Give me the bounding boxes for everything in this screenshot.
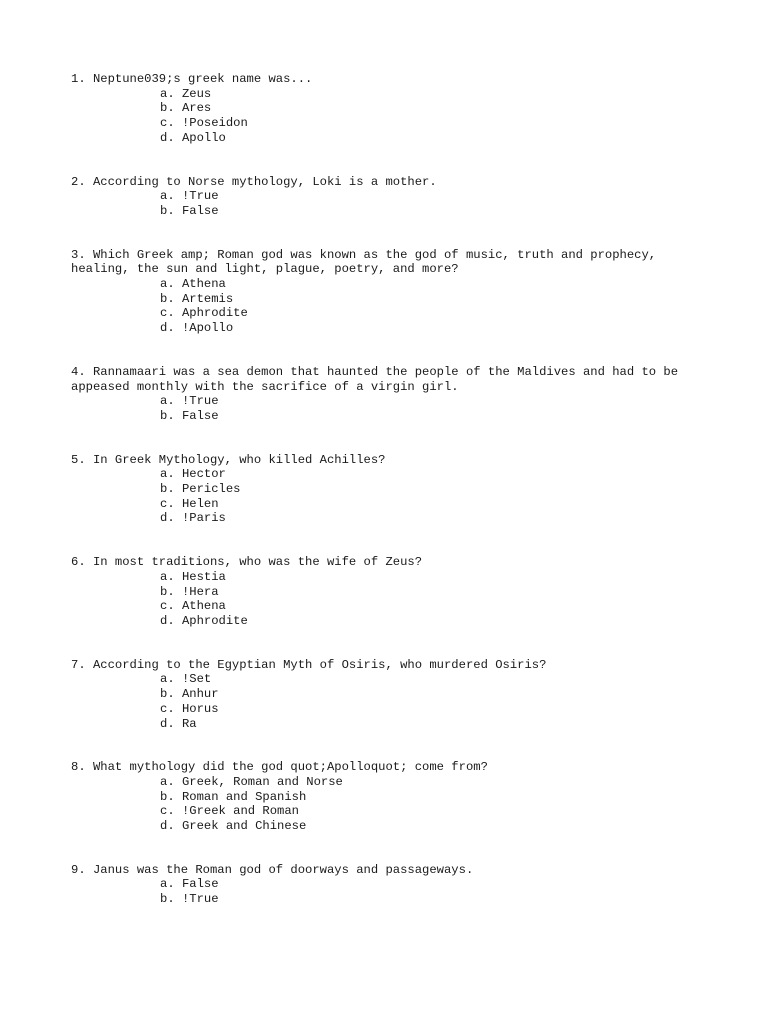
answer-option: a. !True [160, 394, 219, 409]
answer-option: b. Anhur [160, 687, 219, 702]
quiz-document [71, 72, 711, 936]
answer-option: a. False [160, 877, 219, 892]
answer-option: b. Artemis [160, 291, 234, 306]
answer-option: d. Greek and Chinese [160, 819, 307, 834]
question-text: 2. According to Norse mythology, Loki is a mother. [71, 174, 437, 189]
question-text: 3. Which Greek amp; Roman god was known as the god of music, truth and prophecy, healing, the sun and light, plague, poetry, and more? [71, 247, 664, 277]
answer-option: a. Hestia [160, 569, 226, 584]
answer-option: a. Greek, Roman and Norse [160, 774, 343, 789]
question-6 [71, 555, 711, 629]
question-8 [71, 760, 711, 834]
answer-option: d. !Paris [160, 511, 226, 526]
question-2 [71, 175, 711, 219]
answer-option: b. False [160, 203, 219, 218]
answer-option: a. Hector [160, 467, 226, 482]
question-text: 9. Janus was the Roman god of doorways and passageways. [71, 862, 474, 877]
question-text: 4. Rannamaari was a sea demon that haunted the people of the Maldives and had to be appeased monthly with the sacrifice of a virgin girl. [71, 364, 686, 394]
answer-option: c. Athena [160, 599, 226, 614]
question-text: 6. In most traditions, who was the wife of Zeus? [71, 555, 423, 570]
answer-option: c. !Greek and Roman [160, 804, 299, 819]
answer-option: c. !Poseidon [160, 116, 248, 131]
question-3 [71, 248, 711, 336]
question-text: 7. According to the Egyptian Myth of Osiris, who murdered Osiris? [71, 657, 547, 672]
answer-option: b. Ares [160, 101, 212, 116]
answer-option: c. Aphrodite [160, 306, 248, 321]
question-text: 8. What mythology did the god quot;Apolloquot; come from? [71, 760, 488, 775]
answer-option: a. Athena [160, 277, 226, 292]
answer-option: d. Aphrodite [160, 613, 248, 628]
answer-option: b. !True [160, 892, 219, 907]
answer-option: d. Ra [160, 716, 197, 731]
question-1 [71, 72, 711, 146]
question-text: 5. In Greek Mythology, who killed Achilles? [71, 452, 386, 467]
answer-option: b. Pericles [160, 482, 241, 497]
answer-option: c. Helen [160, 496, 219, 511]
answer-option: b. False [160, 408, 219, 423]
answer-option: a. Zeus [160, 86, 212, 101]
answer-option: b. Roman and Spanish [160, 789, 307, 804]
question-9 [71, 863, 711, 907]
question-text: 1. Neptune039;s greek name was... [71, 72, 313, 86]
answer-option: a. !Set [160, 672, 212, 687]
answer-option: b. !Hera [160, 584, 219, 599]
question-4 [71, 365, 711, 424]
answer-option: d. !Apollo [160, 321, 234, 336]
question-7 [71, 658, 711, 732]
answer-option: c. Horus [160, 701, 219, 716]
question-5 [71, 453, 711, 527]
answer-option: d. Apollo [160, 130, 226, 145]
answer-option: a. !True [160, 189, 219, 204]
